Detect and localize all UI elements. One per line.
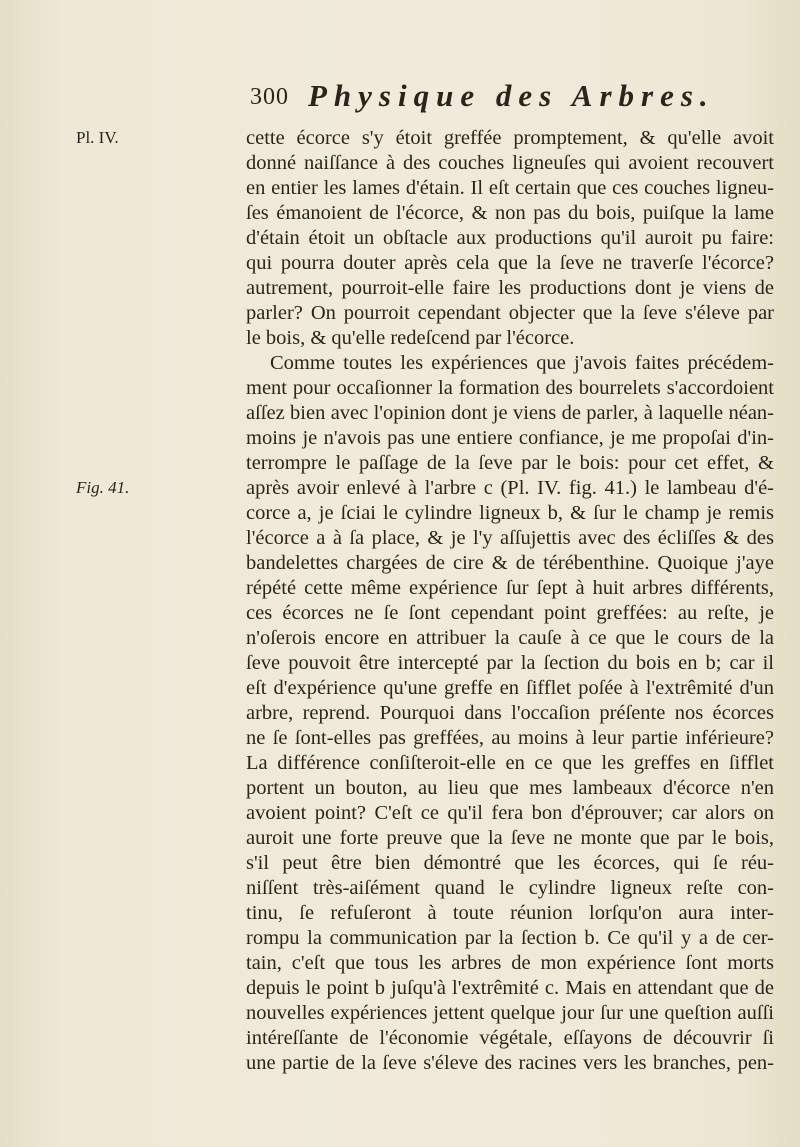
text-line: nouvelles expériences jettent quelque jour ſur une queſtion auſſi: [246, 1002, 774, 1024]
text-line: avoient point? C'eſt ce qu'il fera bon d'éprouver; car alors on: [246, 802, 774, 824]
text-line: intéreſſante de l'économie végétale, eſſayons de découvrir ſi: [246, 1027, 774, 1049]
text-line: Comme toutes les expériences que j'avois faites précédem-: [270, 352, 774, 374]
text-line: La différence conſiſteroit-elle en ce que les greffes en ſifflet: [246, 752, 774, 774]
text-line: ſes émanoient de l'écorce, & non pas du bois, puiſque la lame: [246, 202, 774, 224]
text-line: arbre, reprend. Pourquoi dans l'occaſion préſente nos écorces: [246, 702, 774, 724]
text-line: ces écorces ne ſe ſont cependant point greffées: au reſte, je: [246, 602, 774, 624]
text-line: ne ſe ſont-elles pas greffées, au moins à leur partie inférieure?: [246, 727, 774, 749]
text-line: bandelettes chargées de cire & de térébenthine. Quoique j'aye: [246, 552, 774, 574]
text-line: tain, c'eſt que tous les arbres de mon expérience ſont morts: [246, 952, 774, 974]
text-line: le bois, & qu'elle redeſcend par l'écorce.: [246, 327, 575, 349]
text-line: tinu, ſe refuſeront à toute réunion lorſqu'on aura inter-: [246, 902, 774, 924]
text-line: terrompre le paſſage de la ſeve par le bois: pour cet effet, &: [246, 452, 774, 474]
text-line: corce a, je ſciai le cylindre ligneux b, & ſur le champ je remis: [246, 502, 774, 524]
text-line: parler? On pourroit cependant objecter que la ſeve s'éleve par: [246, 302, 774, 324]
text-line: depuis le point b juſqu'à l'extrêmité c. Mais en attendant que de: [246, 977, 774, 999]
text-line: répété cette même expérience ſur ſept à huit arbres différents,: [246, 577, 774, 599]
text-line: n'oſerois encore en attribuer la cauſe à ce que le cours de la: [246, 627, 774, 649]
text-line: autrement, pourroit-elle faire les productions dont je viens de: [246, 277, 774, 299]
margin-note-plate: Pl. IV.: [76, 128, 119, 147]
text-line: en entier les lames d'étain. Il eſt certain que ces couches ligneu-: [246, 177, 774, 199]
text-line: portent un bouton, au lieu que mes lambeaux d'écorce n'en: [246, 777, 774, 799]
page-header: [250, 78, 770, 118]
text-line: l'écorce a à ſa place, & je l'y aſſujettis avec des écliſſes & des: [246, 527, 774, 549]
text-line: rompu la communication par la ſection b. Ce qu'il y a de cer-: [246, 927, 774, 949]
text-line: auroit une forte preuve que la ſeve ne monte que par le bois,: [246, 827, 774, 849]
text-line: moins je n'avois pas une entiere confiance, je me propoſai d'in-: [246, 427, 774, 449]
text-line: après avoir enlevé à l'arbre c (Pl. IV. fig. 41.) le lambeau d'é-: [246, 477, 774, 499]
body-text: [246, 126, 774, 1076]
text-line: cette écorce s'y étoit greffée promptement, & qu'elle avoit: [246, 127, 774, 149]
running-title: Physique des Arbres.: [308, 78, 715, 113]
margin-note-figure: Fig. 41.: [76, 478, 130, 497]
text-line: donné naiſſance à des couches ligneuſes qui avoient recouvert: [246, 152, 774, 174]
text-line: eſt d'expérience qu'une greffe en ſifflet poſée à l'extrêmité d'un: [246, 677, 774, 699]
text-line: d'étain étoit un obſtacle aux productions qu'il auroit pu faire:: [246, 227, 774, 249]
page-number: 300: [250, 84, 289, 110]
text-line: ſeve pouvoit être intercepté par la ſection du bois en b; car il: [246, 652, 774, 674]
text-line: aſſez bien avec l'opinion dont je viens de parler, à laquelle néan-: [246, 402, 774, 424]
text-line: une partie de la ſeve s'éleve des racines vers les branches, pen-: [246, 1052, 774, 1074]
text-line: qui pourra douter après cela que la ſeve ne traverſe l'écorce?: [246, 252, 774, 274]
text-line: ment pour occaſionner la formation des bourrelets s'accordoient: [246, 377, 774, 399]
text-line: niſſent très-aiſément quand le cylindre ligneux reſte con-: [246, 877, 774, 899]
text-line: s'il peut être bien démontré que les écorces, qui ſe réu-: [246, 852, 774, 874]
